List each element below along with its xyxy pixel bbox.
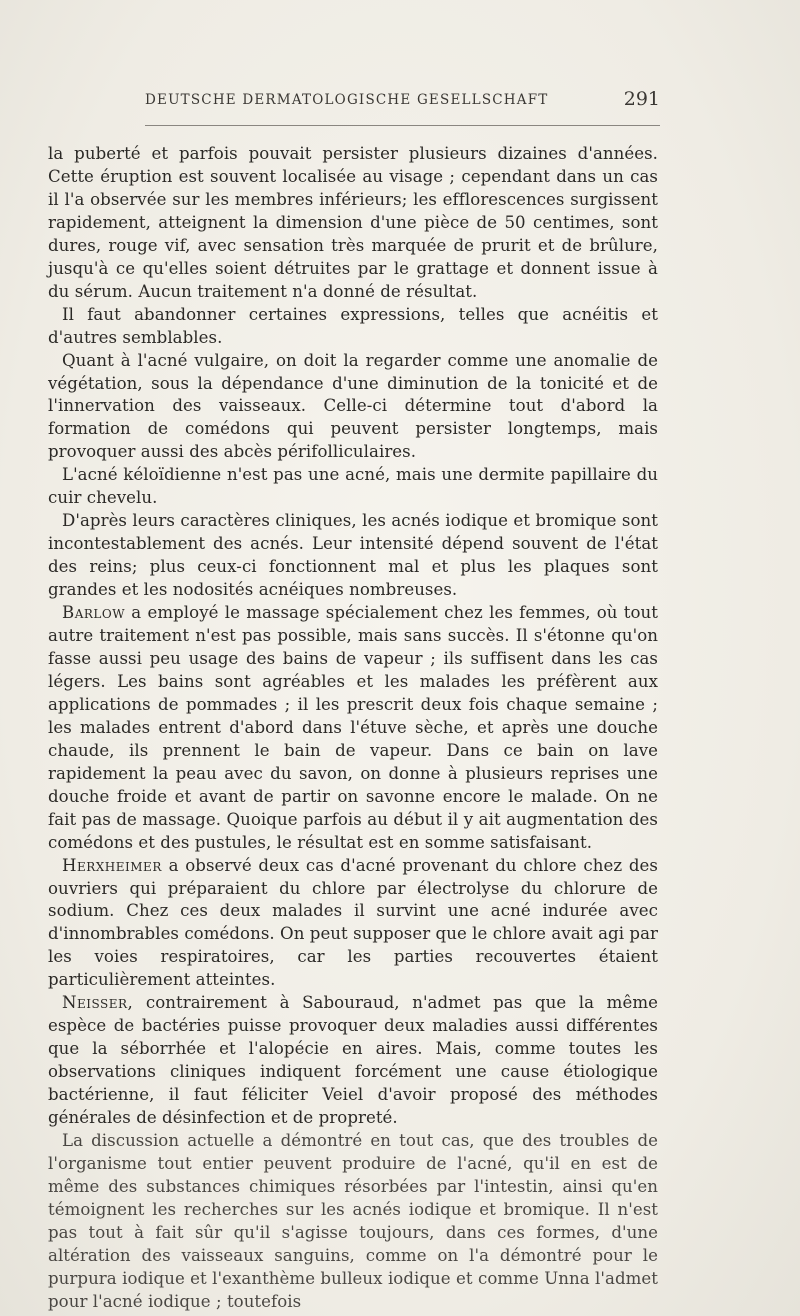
- author-name: Barlow: [62, 603, 126, 623]
- paragraph-9: La discussion actuelle a démontré en tout cas, que des troubles de l'organisme tout entier peuvent produire de l'acné, qu'il en est de même des substances chimiques résorbées par l'intestin, ainsi qu'en témoignent les recherches sur les acnés iodique et bromique. Il n'est pas tout à fait sûr qu'il s'agisse toujours, dans ces formes, d'une altération des vaisseaux sanguins, comme on l'a démontré pour le purpura iodique et l'exanthème bulleux iodique et comme Unna l'admet pour l'acné iodique ; toutefois: [48, 1130, 658, 1311]
- paragraph-7: [48, 855, 658, 993]
- header-rule: [145, 125, 660, 126]
- paragraph-8: [48, 992, 658, 1130]
- running-head: DEUTSCHE DERMATOLOGISCHE GESELLSCHAFT: [145, 92, 549, 108]
- author-name: Neisser,: [62, 993, 134, 1013]
- paragraph-4: L'acné kéloïdienne n'est pas une acné, mais une dermite papillaire du cuir chevelu.: [48, 465, 658, 508]
- page-number: 291: [623, 88, 660, 110]
- paragraph-5: D'après leurs caractères cliniques, les acnés iodique et bromique sont incontestablement des acnés. Leur intensité dépend souvent de l'état des reins; plus ceux-ci fonctionnent mal et plus les plaques sont grandes et les nodosités acnéiques nombreuses.: [48, 511, 658, 600]
- paragraph-6: [48, 602, 658, 854]
- body-text: [48, 143, 658, 1314]
- paragraph-8-text: contrairement à Sabouraud, n'admet pas que la même espèce de bactéries puisse provoquer deux maladies aussi différentes que la séborrhée et l'alopécie en aires. Mais, comme toutes les observations cliniques indiquent forcément une cause étiologique bactérienne, il faut féliciter Veiel d'avoir proposé des méthodes générales de désinfection et de propreté.: [48, 993, 658, 1128]
- paragraph-7-text: a observé deux cas d'acné provenant du chlore chez des ouvriers qui préparaient du chlore par électrolyse du chlorure de sodium. Chez ces deux malades il survint une acné indurée avec d'innombrables comédons. On peut supposer que le chlore avait agi par les voies respiratoires, car les parties recouvertes étaient particulièrement atteintes.: [48, 855, 658, 990]
- paragraph-6-text: a employé le massage spécialement chez les femmes, où tout autre traitement n'est pas possible, mais sans succès. Il s'étonne qu'on fasse aussi peu usage des bains de vapeur ; ils suffisent dans les cas légers. Les bains sont agréables et les malades les préfèrent aux applications de pommades ; il les prescrit deux fois chaque semaine ; les malades entrent d'abord dans l'étuve sèche, et après une douche chaude, ils prennent le bain de vapeur. Dans ce bain on lave rapidement la peau avec du savon, on donne à plusieurs reprises une douche froide et avant de partir on savonne encore le malade. On ne fait pas de massage. Quoique parfois au début il y ait augmentation des comédons et des pustules, le résultat est en somme satisfaisant.: [48, 603, 658, 852]
- paragraph-3: Quant à l'acné vulgaire, on doit la regarder comme une anomalie de végétation, sous la dépendance d'une diminution de la tonicité et de l'innervation des vaisseaux. Celle-ci détermine tout d'abord la formation de comédons qui peuvent persister longtemps, mais provoquer aussi des abcès périfolliculaires.: [48, 350, 658, 462]
- paragraph-2: Il faut abandonner certaines expressions, telles que acnéitis et d'autres semblables.: [48, 304, 658, 347]
- paragraph-1: la puberté et parfois pouvait persister plusieurs dizaines d'années. Cette éruption est souvent localisée au visage ; cependant dans un cas il l'a observée sur les membres inférieurs; les efflorescences surgissent rapidement, atteignent la dimension d'une pièce de 50 centimes, sont dures, rouge vif, avec sensation très marquée de prurit et de brûlure, jusqu'à ce qu'elles soient détruites par le grattage et donnent issue à du sérum. Aucun traitement n'a donné de résultat.: [48, 144, 658, 301]
- page-header: [145, 88, 660, 114]
- author-name: Herxheimer: [62, 855, 162, 875]
